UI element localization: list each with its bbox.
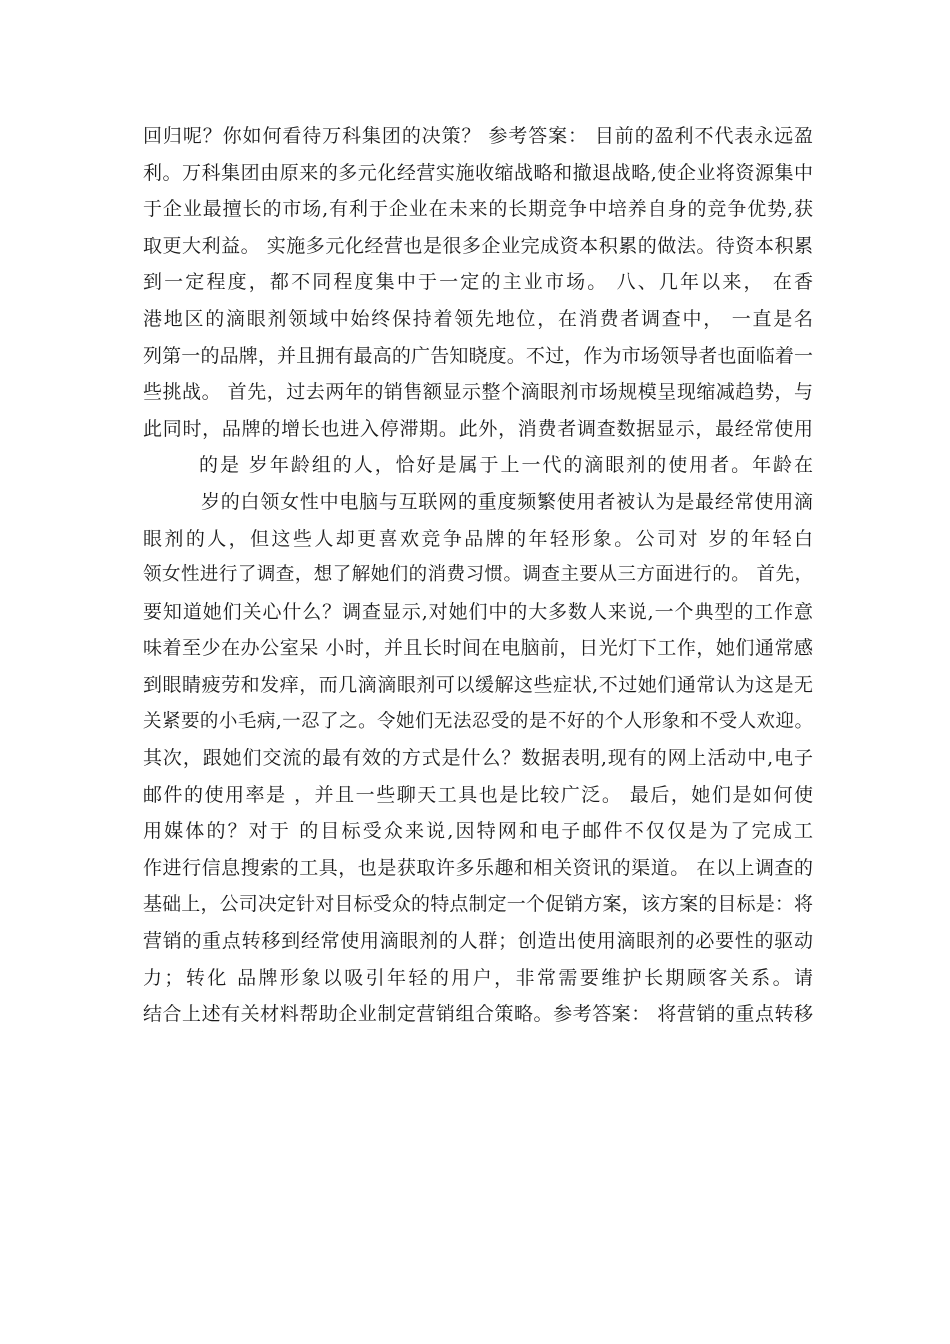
text-line: 作进行信息搜索的工具，也是获取许多乐趣和相关资讯的渠道。 在以上调查的: [143, 856, 813, 879]
text-line: 要知道她们关心什么？调查显示,对她们中的大多数人来说,一个典型的工作意: [143, 600, 813, 623]
text-line: 此同时，品牌的增长也进入停滞期。此外，消费者调查数据显示，最经常使用: [143, 417, 813, 440]
text-line: 取更大利益。 实施多元化经营也是很多企业完成资本积累的做法。待资本积累: [143, 234, 813, 257]
text-line: 港地区的滴眼剂领域中始终保持着领先地位，在消费者调查中， 一直是名: [143, 307, 813, 330]
text-line: 到眼睛疲劳和发痒，而几滴滴眼剂可以缓解这些症状,不过她们通常认为这是无: [143, 673, 813, 696]
text-line: 回归呢？你如何看待万科集团的决策？ 参考答案： 目前的盈利不代表永远盈: [143, 125, 813, 147]
text-line: 列第一的品牌，并且拥有最高的广告知晓度。不过，作为市场领导者也面临着一: [143, 344, 813, 367]
text-line: 营销的重点转移到经常使用滴眼剂的人群；创造出使用滴眼剂的必要性的驱动: [143, 930, 813, 953]
text-line: 力；转化 品牌形象以吸引年轻的用户，非常需要维护长期顾客关系。请: [143, 966, 813, 989]
text-line: 基础上，公司决定针对目标受众的特点制定一个促销方案，该方案的目标是：将: [143, 893, 813, 916]
text-line: 利。万科集团由原来的多元化经营实施收缩战略和撤退战略,使企业将资源集中: [143, 161, 813, 184]
text-line: 领女性进行了调查，想了解她们的消费习惯。调查主要从三方面进行的。 首先，: [143, 564, 813, 586]
text-line: 岁的白领女性中电脑与互联网的重度频繁使用者被认为是最经常使用滴: [201, 490, 813, 513]
text-line: 的是 岁年龄组的人，恰好是属于上一代的滴眼剂的使用者。年龄在: [199, 454, 813, 477]
text-line: 用媒体的？对于 的目标受众来说,因特网和电子邮件不仅仅是为了完成工: [143, 820, 813, 843]
text-line: 其次，跟她们交流的最有效的方式是什么？数据表明,现有的网上活动中,电子: [143, 747, 813, 770]
text-line: 结合上述有关材料帮助企业制定营销组合策略。参考答案： 将营销的重点转移: [143, 1003, 813, 1026]
text-line: 到一定程度，都不同程度集中于一定的主业市场。 八、几年以来， 在香: [143, 271, 813, 294]
text-line: 味着至少在办公室呆 小时，并且长时间在电脑前，日光灯下工作，她们通常感: [143, 637, 813, 660]
text-line: 关紧要的小毛病,一忍了之。令她们无法忍受的是不好的个人形象和不受人欢迎。: [143, 710, 813, 732]
text-line: 于企业最擅长的市场,有利于企业在未来的长期竞争中培养自身的竞争优势,获: [143, 198, 813, 221]
text-line: 眼剂的人，但这些人却更喜欢竞争品牌的年轻形象。公司对 岁的年轻白: [143, 527, 813, 550]
body-text: [143, 118, 813, 1033]
text-line: 些挑战。 首先，过去两年的销售额显示整个滴眼剂市场规模呈现缩减趋势，与: [143, 381, 813, 404]
text-line: 邮件的使用率是 ，并且一些聊天工具也是比较广泛。 最后，她们是如何使: [143, 783, 813, 806]
